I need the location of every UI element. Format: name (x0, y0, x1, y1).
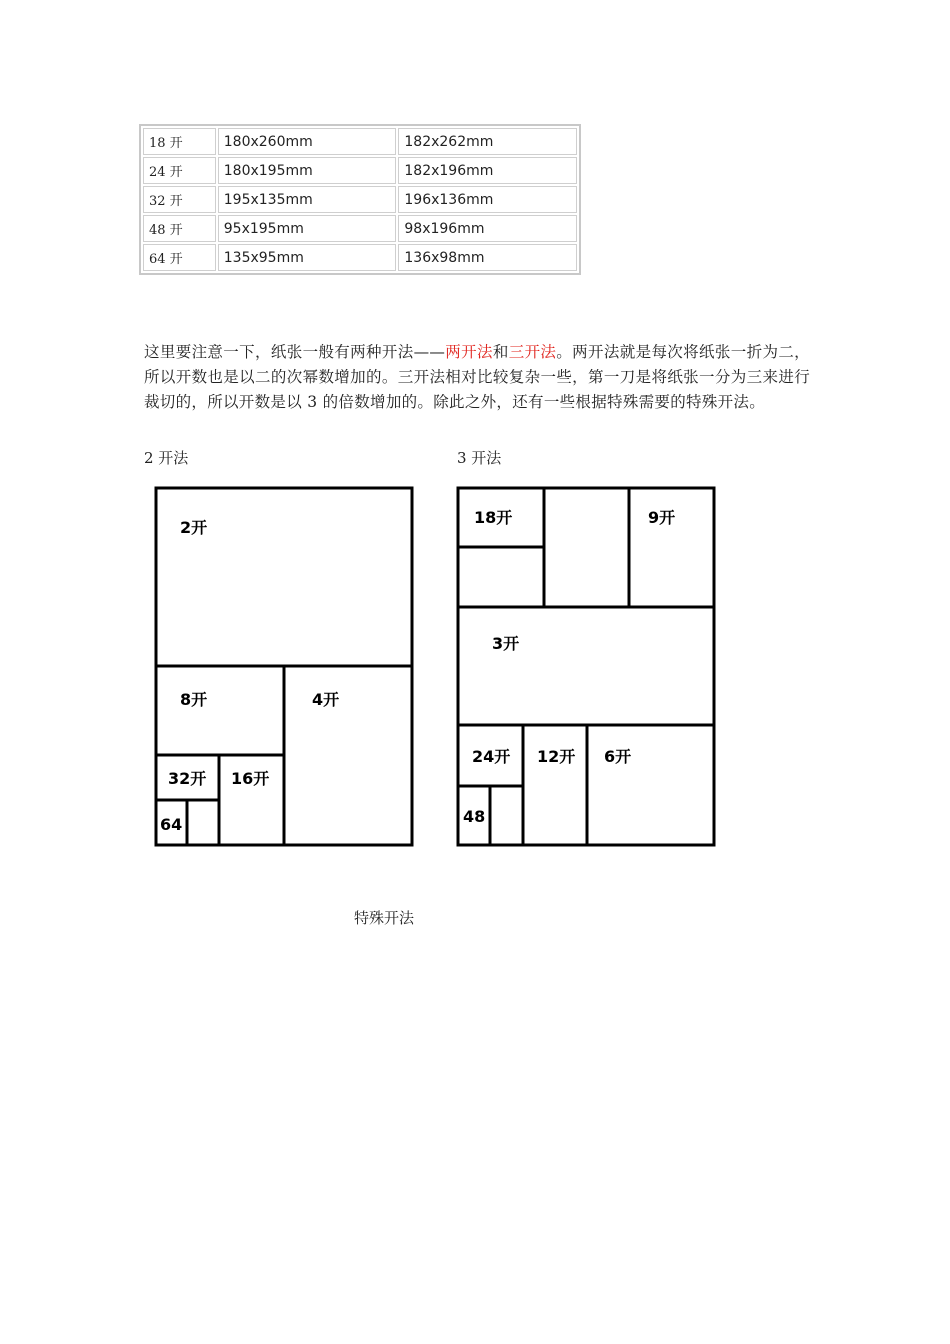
table-row (143, 244, 577, 271)
label-16kai: 16开 (231, 769, 270, 788)
table-cell-size-b: 136x98mm (398, 244, 577, 271)
label-6kai: 6开 (604, 747, 632, 766)
table-cell-size-b: 182x262mm (398, 128, 577, 155)
method-two-highlight: 两开法 (445, 343, 493, 361)
table-cell-format: 18 开 (143, 128, 216, 155)
label-2kai: 2开 (180, 518, 208, 537)
table-row (143, 157, 577, 184)
paper-size-table (139, 124, 581, 275)
table-cell-format: 32 开 (143, 186, 216, 213)
label-64kai: 64 (160, 815, 183, 834)
table-cell-size-a: 180x195mm (218, 157, 397, 184)
table-row (143, 186, 577, 213)
table-cell-size-a: 135x95mm (218, 244, 397, 271)
label-12kai: 12开 (537, 747, 576, 766)
two-fold-diagram (150, 484, 418, 850)
label-3kai: 3开 (492, 634, 520, 653)
caption-special-method: 特殊开法 (354, 909, 415, 927)
caption-two-method: 2 开法 (144, 449, 189, 467)
table-cell-format: 64 开 (143, 244, 216, 271)
table-cell-size-a: 95x195mm (218, 215, 397, 242)
label-8kai: 8开 (180, 690, 208, 709)
method-three-highlight: 三开法 (508, 343, 557, 361)
label-9kai: 9开 (648, 508, 676, 527)
label-4kai: 4开 (312, 690, 340, 709)
table-row (143, 128, 577, 155)
label-24kai: 24开 (472, 747, 511, 766)
label-32kai: 32开 (168, 769, 207, 788)
explanation-paragraph: 这里要注意一下，纸张一般有两种开法——两开法和三开法。两开法就是每次将纸张一折为二，所以开数也是以二的次幂数增加的。三开法相对比较复杂一些，第一刀是将纸张一分为三来进行裁切的，所以开数是以 3 的倍数增加的。除此之外，还有一些根据特殊需要的特殊开法。 (144, 343, 810, 411)
label-18kai: 18开 (474, 508, 513, 527)
table-cell-format: 48 开 (143, 215, 216, 242)
table-cell-format: 24 开 (143, 157, 216, 184)
table-row (143, 215, 577, 242)
table-cell-size-b: 182x196mm (398, 157, 577, 184)
table-cell-size-b: 196x136mm (398, 186, 577, 213)
label-48kai: 48 (463, 807, 486, 826)
table-cell-size-a: 180x260mm (218, 128, 397, 155)
table-cell-size-a: 195x135mm (218, 186, 397, 213)
caption-three-method: 3 开法 (457, 449, 502, 467)
table-cell-size-b: 98x196mm (398, 215, 577, 242)
three-fold-diagram (452, 484, 720, 850)
